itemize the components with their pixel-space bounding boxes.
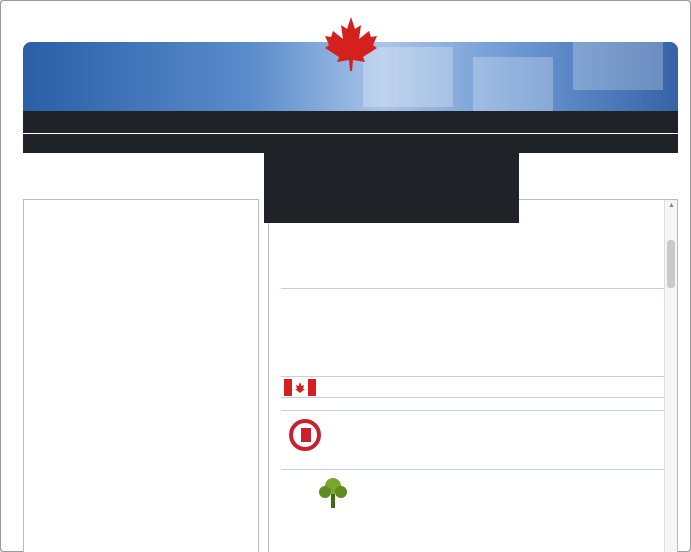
ccv-page — [23, 15, 678, 552]
scroll-thumb[interactable] — [667, 240, 675, 288]
system-messages-panel[interactable] — [23, 199, 259, 552]
sub-navigation — [23, 134, 678, 153]
cihr-tree-icon — [315, 474, 351, 510]
utilities-dropdown — [264, 152, 519, 223]
vertical-scrollbar[interactable] — [664, 200, 677, 552]
crc-logo[interactable] — [281, 376, 666, 398]
top-navigation — [23, 111, 678, 133]
scroll-up-icon[interactable]: ▲ — [668, 202, 675, 209]
canada-flag-icon — [284, 379, 316, 396]
diabetes-logo[interactable] — [281, 410, 666, 470]
banner-decoration — [353, 42, 673, 112]
maple-leaf-icon — [323, 15, 379, 71]
innovation-logo[interactable] — [281, 289, 666, 363]
cihr-logo[interactable] — [281, 470, 666, 552]
diabetes-mark-icon — [289, 419, 321, 451]
partners-panel[interactable] — [268, 199, 678, 552]
